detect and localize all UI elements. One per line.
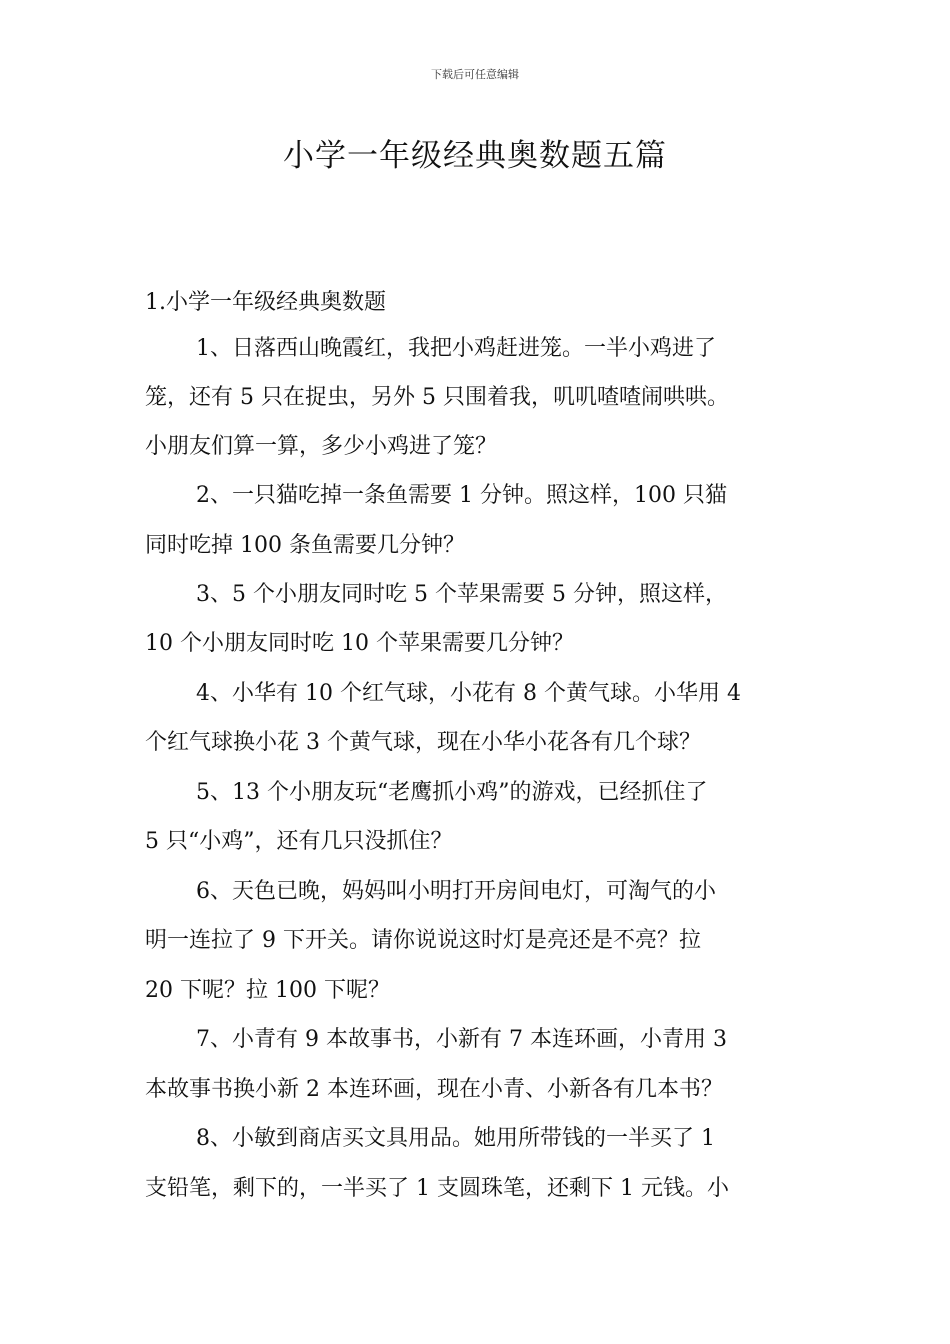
problem-3-line-1: 3、5 个小朋友同时吃 5 个苹果需要 5 分钟，照这样， [196, 582, 727, 607]
problem-8-line-1: 8、小敏到商店买文具用品。她用所带钱的一半买了 1 [196, 1126, 715, 1151]
problem-6-line-2: 明一连拉了 9 下开关。请你说说这时灯是亮还是不亮？拉 [145, 928, 701, 953]
problem-3-line-2: 10 个小朋友同时吃 10 个苹果需要几分钟？ [145, 631, 574, 656]
problem-6-line-1: 6、天色已晚，妈妈叫小明打开房间电灯，可淘气的小 [196, 879, 716, 904]
document-title: 小学一年级经典奥数题五篇 [283, 138, 667, 174]
problem-2-line-2: 同时吃掉 100 条鱼需要几分钟？ [145, 533, 465, 558]
header-note: 下载后可任意编辑 [431, 68, 519, 81]
problem-5-line-2: 5 只“小鸡”，还有几只没抓住？ [145, 829, 453, 854]
section-heading: 1.小学一年级经典奥数题 [145, 290, 386, 315]
problem-7-line-2: 本故事书换小新 2 本连环画，现在小青、小新各有几本书？ [145, 1077, 723, 1102]
problem-5-line-1: 5、13 个小朋友玩“老鹰抓小鸡”的游戏，已经抓住了 [196, 780, 708, 805]
problem-1-line-1: 1、日落西山晚霞红，我把小鸡赶进笼。一半小鸡进了 [196, 336, 716, 361]
problem-6-line-3: 20 下呢？拉 100 下呢？ [145, 978, 390, 1003]
problem-1-line-2: 笼，还有 5 只在捉虫，另外 5 只围着我，叽叽喳喳闹哄哄。 [145, 385, 729, 410]
problem-4-line-1: 4、小华有 10 个红气球，小花有 8 个黄气球。小华用 4 [196, 681, 741, 706]
problem-7-line-1: 7、小青有 9 本故事书，小新有 7 本连环画，小青用 3 [196, 1027, 727, 1052]
problem-8-line-2: 支铅笔，剩下的，一半买了 1 支圆珠笔，还剩下 1 元钱。小 [145, 1176, 729, 1201]
problem-4-line-2: 个红气球换小花 3 个黄气球，现在小华小花各有几个球？ [145, 730, 701, 755]
problem-1-line-3: 小朋友们算一算，多少小鸡进了笼？ [145, 434, 498, 459]
problem-2-line-1: 2、一只猫吃掉一条鱼需要 1 分钟。照这样，100 只猫 [196, 483, 727, 508]
